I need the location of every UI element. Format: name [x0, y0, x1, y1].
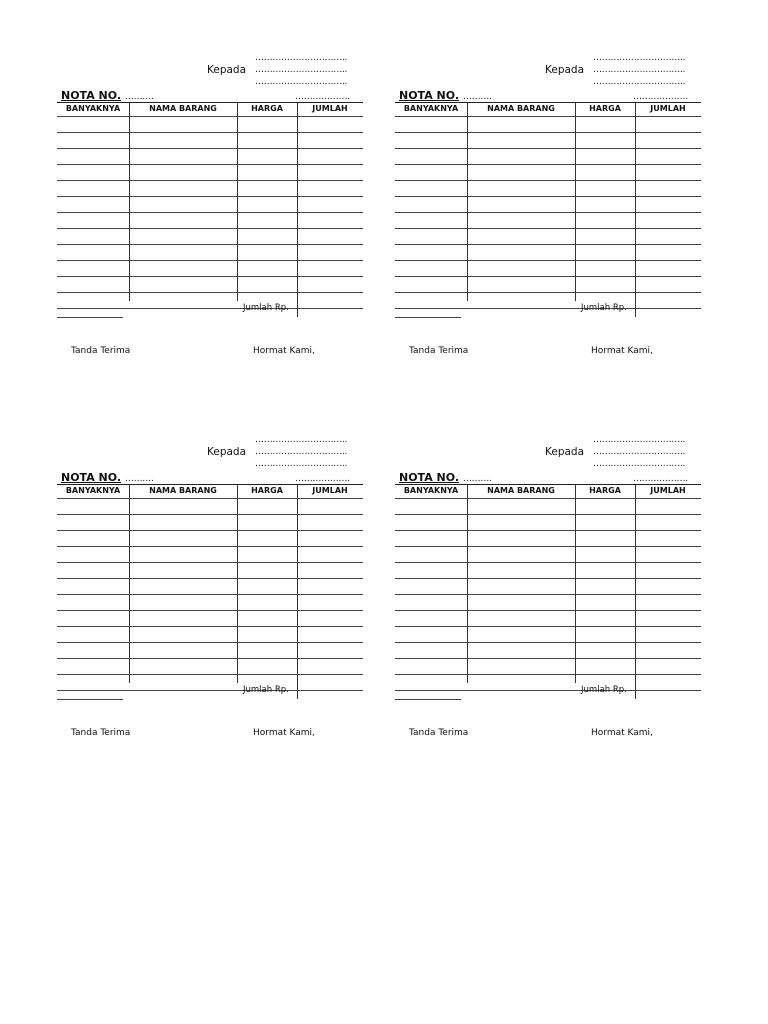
- table-row[interactable]: [57, 165, 363, 181]
- address-dots-3: …………………………..: [255, 459, 348, 469]
- table-header-row: [395, 485, 701, 499]
- col-banyaknya: BANYAKNYA: [65, 104, 121, 113]
- address-dots-1: …………………………..: [255, 53, 348, 63]
- table-row[interactable]: [395, 675, 701, 691]
- table-row[interactable]: [395, 595, 701, 611]
- address-dots-1: …………………………..: [593, 53, 686, 63]
- col-jumlah: JUMLAH: [650, 486, 686, 495]
- address-dots-3: …………………………..: [593, 77, 686, 87]
- col-nama-barang: NAMA BARANG: [487, 104, 555, 113]
- col-nama-barang: NAMA BARANG: [149, 104, 217, 113]
- date-dots: ……………….: [633, 474, 688, 484]
- signature-line: [395, 699, 461, 700]
- table-row[interactable]: [57, 117, 363, 133]
- table-row[interactable]: [57, 197, 363, 213]
- address-dots-1: …………………………..: [255, 435, 348, 445]
- items-table: [395, 485, 701, 691]
- address-dots-2: …………………………..: [255, 65, 348, 75]
- col-harga: HARGA: [251, 104, 283, 113]
- tanda-terima-label: Tanda Terima: [71, 728, 131, 738]
- table-row[interactable]: [57, 245, 363, 261]
- table-row[interactable]: [57, 277, 363, 293]
- table-row[interactable]: [395, 181, 701, 197]
- column-divider: [237, 103, 238, 301]
- hormat-kami-label: Hormat Kami,: [253, 728, 315, 738]
- table-row[interactable]: [395, 245, 701, 261]
- col-banyaknya: BANYAKNYA: [65, 486, 121, 495]
- address-dots-1: …………………………..: [593, 435, 686, 445]
- column-divider: [297, 485, 298, 699]
- table-row[interactable]: [57, 261, 363, 277]
- address-dots-2: …………………………..: [593, 447, 686, 457]
- hormat-kami-label: Hormat Kami,: [591, 346, 653, 356]
- date-dots: ……………….: [633, 92, 688, 102]
- nota-no-dots: ……….: [462, 92, 492, 102]
- table-row[interactable]: [57, 515, 363, 531]
- column-divider: [575, 485, 576, 683]
- table-row[interactable]: [395, 293, 701, 309]
- jumlah-rp-label: Jumlah Rp.: [243, 303, 289, 313]
- col-nama-barang: NAMA BARANG: [149, 486, 217, 495]
- col-harga: HARGA: [251, 486, 283, 495]
- table-row[interactable]: [57, 499, 363, 515]
- table-row[interactable]: [395, 627, 701, 643]
- signature-line: [57, 317, 123, 318]
- table-row[interactable]: [57, 659, 363, 675]
- table-row[interactable]: [395, 563, 701, 579]
- col-jumlah: JUMLAH: [312, 486, 348, 495]
- table-row[interactable]: [57, 611, 363, 627]
- kepada-label: Kepada: [207, 446, 247, 458]
- table-row[interactable]: [395, 515, 701, 531]
- table-row[interactable]: [395, 229, 701, 245]
- col-banyaknya: BANYAKNYA: [403, 104, 459, 113]
- column-divider: [635, 485, 636, 699]
- table-row[interactable]: [395, 499, 701, 515]
- column-divider: [467, 103, 468, 301]
- table-row[interactable]: [57, 563, 363, 579]
- col-harga: HARGA: [589, 104, 621, 113]
- table-row[interactable]: [57, 643, 363, 659]
- column-divider: [297, 103, 298, 317]
- column-divider: [237, 485, 238, 683]
- hormat-kami-label: Hormat Kami,: [253, 346, 315, 356]
- col-banyaknya: BANYAKNYA: [403, 486, 459, 495]
- tanda-terima-label: Tanda Terima: [71, 346, 131, 356]
- items-table: [57, 103, 363, 309]
- column-divider: [129, 103, 130, 301]
- nota-form-1: [57, 52, 377, 382]
- hormat-kami-label: Hormat Kami,: [591, 728, 653, 738]
- table-row[interactable]: [57, 531, 363, 547]
- table-row[interactable]: [395, 547, 701, 563]
- nota-form-3: [57, 434, 377, 764]
- nota-no-label: NOTA NO.: [61, 89, 122, 102]
- table-header-row: [395, 103, 701, 117]
- nota-no-dots: ……….: [124, 474, 154, 484]
- table-row[interactable]: [395, 643, 701, 659]
- kepada-label: Kepada: [545, 446, 585, 458]
- table-row[interactable]: [395, 149, 701, 165]
- column-divider: [635, 103, 636, 317]
- table-row[interactable]: [395, 659, 701, 675]
- date-dots: ……………….: [295, 92, 350, 102]
- kepada-label: Kepada: [545, 64, 585, 76]
- address-dots-3: …………………………..: [593, 459, 686, 469]
- nota-form-4: [395, 434, 715, 764]
- signature-line: [57, 699, 123, 700]
- table-row[interactable]: [395, 197, 701, 213]
- nota-no-dots: ……….: [124, 92, 154, 102]
- col-nama-barang: NAMA BARANG: [487, 486, 555, 495]
- table-row[interactable]: [395, 579, 701, 595]
- nota-no-label: NOTA NO.: [399, 89, 460, 102]
- table-row[interactable]: [57, 627, 363, 643]
- signature-line: [395, 317, 461, 318]
- table-row[interactable]: [57, 547, 363, 563]
- items-table: [395, 103, 701, 309]
- kepada-label: Kepada: [207, 64, 247, 76]
- tanda-terima-label: Tanda Terima: [409, 346, 469, 356]
- nota-no-label: NOTA NO.: [399, 471, 460, 484]
- jumlah-rp-label: Jumlah Rp.: [243, 685, 289, 695]
- column-divider: [575, 103, 576, 301]
- table-row[interactable]: [57, 229, 363, 245]
- nota-form-2: [395, 52, 715, 382]
- table-row[interactable]: [395, 261, 701, 277]
- col-jumlah: JUMLAH: [650, 104, 686, 113]
- jumlah-rp-label: Jumlah Rp.: [581, 303, 627, 313]
- table-row[interactable]: [395, 117, 701, 133]
- col-jumlah: JUMLAH: [312, 104, 348, 113]
- nota-no-dots: ……….: [462, 474, 492, 484]
- table-row[interactable]: [395, 213, 701, 229]
- table-row[interactable]: [57, 181, 363, 197]
- address-dots-2: …………………………..: [255, 447, 348, 457]
- table-row[interactable]: [395, 611, 701, 627]
- address-dots-3: …………………………..: [255, 77, 348, 87]
- table-row[interactable]: [57, 595, 363, 611]
- table-row[interactable]: [57, 675, 363, 691]
- table-row[interactable]: [57, 213, 363, 229]
- table-row[interactable]: [395, 133, 701, 149]
- table-header-row: [57, 103, 363, 117]
- table-row[interactable]: [57, 149, 363, 165]
- jumlah-rp-label: Jumlah Rp.: [581, 685, 627, 695]
- address-dots-2: …………………………..: [593, 65, 686, 75]
- items-table: [57, 485, 363, 691]
- col-harga: HARGA: [589, 486, 621, 495]
- table-row[interactable]: [395, 165, 701, 181]
- table-header-row: [57, 485, 363, 499]
- table-row[interactable]: [395, 277, 701, 293]
- nota-no-label: NOTA NO.: [61, 471, 122, 484]
- table-row[interactable]: [395, 531, 701, 547]
- date-dots: ……………….: [295, 474, 350, 484]
- tanda-terima-label: Tanda Terima: [409, 728, 469, 738]
- column-divider: [129, 485, 130, 683]
- table-row[interactable]: [57, 579, 363, 595]
- table-row[interactable]: [57, 293, 363, 309]
- column-divider: [467, 485, 468, 683]
- table-row[interactable]: [57, 133, 363, 149]
